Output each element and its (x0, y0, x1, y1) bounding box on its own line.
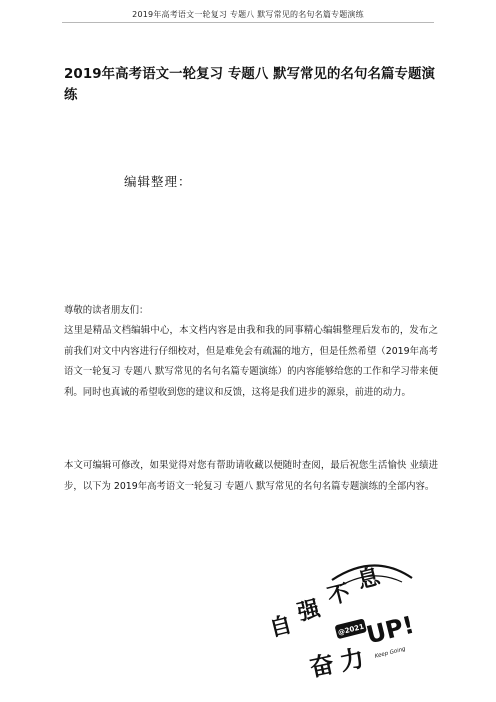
slogan-char-2: 强 (295, 596, 323, 627)
greeting: 尊敬的读者朋友们： (64, 305, 149, 316)
header-divider (62, 22, 434, 23)
document-title: 2019年高考语文一轮复习 专题八 默写常见的名句名篇专题演练 (64, 67, 435, 103)
editor-label: 编辑整理： (124, 174, 192, 189)
slogan-char-4: 息 (355, 564, 383, 595)
slogan-char-1: 自 (267, 612, 295, 643)
slogan-char-3: 不 (325, 580, 353, 611)
intro-paragraph: 这里是精品文档编辑中心，本文档内容是由我和我的同事精心编辑整理后发布的，发布之前我们对文中内容进行仔细校对，但是难免会有疏漏的地方，但是任然希望（2019年高考语文一轮复习 专题八 默写常见的名句名篇专题演练）的内容能够给您的工作和学习带来便利。同时也真诚的希望收到您的建议和反馈，这将是我们进步的源泉，前进的动力。 (64, 325, 438, 398)
slogan-char-5: 奋 (307, 649, 337, 683)
running-header: 2019年高考语文一轮复习 专题八 默写常见的名句名篇专题演练 (132, 10, 364, 19)
slogan-tagline: Keep Going (374, 646, 407, 660)
year-badge-text: @2021 (337, 622, 365, 637)
slogan-stamp (262, 542, 422, 688)
slogan-graphic (262, 542, 422, 688)
slogan-char-6: 力 (337, 643, 367, 677)
slogan-up-text: UP! (363, 610, 417, 650)
closing-paragraph: 本文可编辑可修改，如果觉得对您有帮助请收藏以便随时查阅，最后祝您生活愉快 业绩进步，以下为 2019年高考语文一轮复习 专题八 默写常见的名句名篇专题演练的全部内容。 (64, 460, 438, 492)
